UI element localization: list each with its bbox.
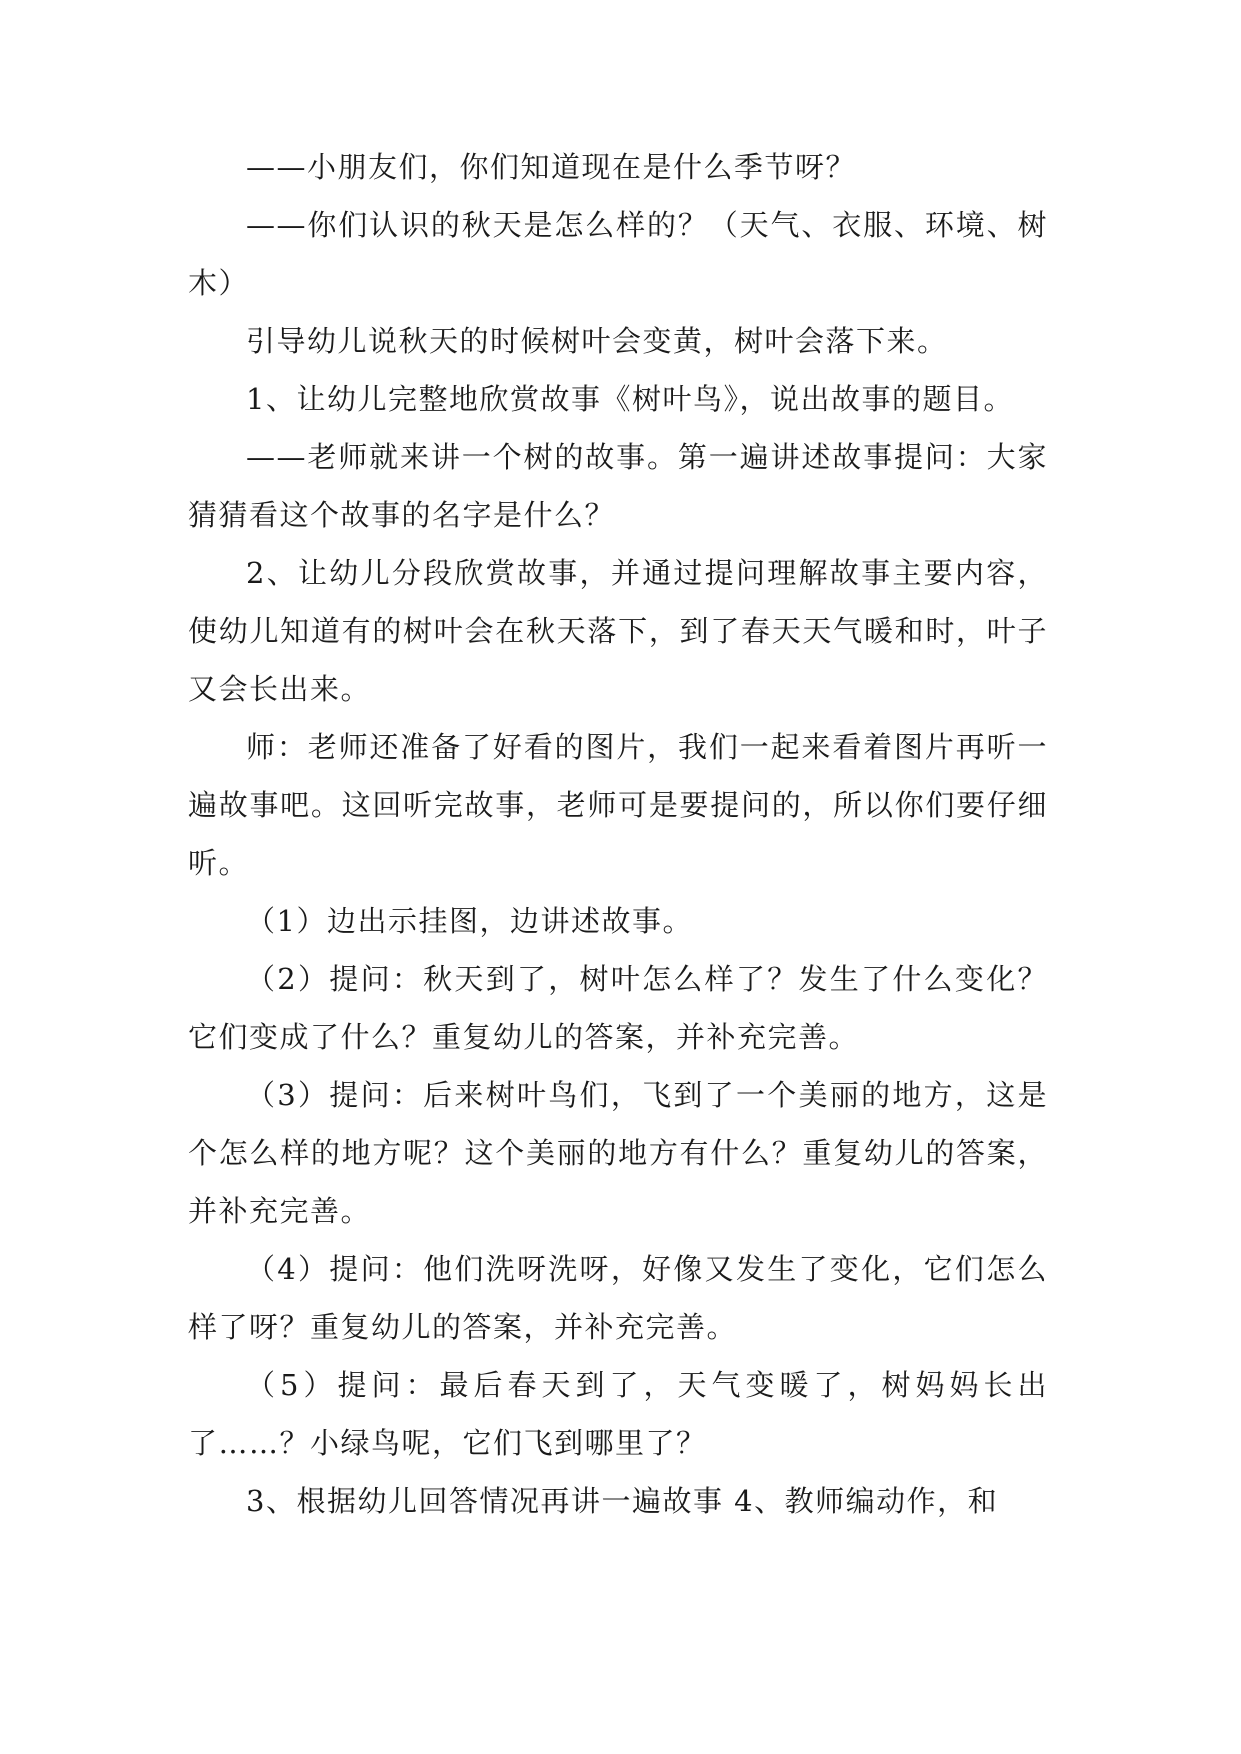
paragraph-7: 师：老师还准备了好看的图片，我们一起来看着图片再听一遍故事吧。这回听完故事，老师可是要提问的，所以你们要仔细听。 xyxy=(188,730,1048,880)
paragraph-10: （3）提问：后来树叶鸟们，飞到了一个美丽的地方，这是个怎么样的地方呢？这个美丽的地方有什么？重复幼儿的答案，并补充完善。 xyxy=(188,1078,1048,1228)
paragraph-13: 3、根据幼儿回答情况再讲一遍故事 4、教师编动作，和 xyxy=(246,1484,999,1518)
paragraph-9: （2）提问：秋天到了，树叶怎么样了？发生了什么变化？它们变成了什么？重复幼儿的答案，并补充完善。 xyxy=(188,962,1048,1054)
paragraph-1: ——小朋友们，你们知道现在是什么季节呀？ xyxy=(246,150,857,184)
paragraph-2: ——你们认识的秋天是怎么样的？（天气、衣服、环境、树木） xyxy=(188,208,1048,300)
paragraph-11: （4）提问：他们洗呀洗呀，好像又发生了变化，它们怎么样了呀？重复幼儿的答案，并补充完善。 xyxy=(188,1252,1048,1344)
paragraph-3: 引导幼儿说秋天的时候树叶会变黄，树叶会落下来。 xyxy=(246,324,948,358)
paragraph-4: 1、让幼儿完整地欣赏故事《树叶鸟》，说出故事的题目。 xyxy=(246,382,1014,416)
paragraph-8: （1）边出示挂图，边讲述故事。 xyxy=(246,904,693,938)
paragraph-6: 2、让幼儿分段欣赏故事，并通过提问理解故事主要内容，使幼儿知道有的树叶会在秋天落下，到了春天天气暖和时，叶子又会长出来。 xyxy=(188,556,1048,706)
paragraph-5: ——老师就来讲一个树的故事。第一遍讲述故事提问：大家猜猜看这个故事的名字是什么？ xyxy=(188,440,1048,532)
paragraph-12: （5）提问：最后春天到了，天气变暖了，树妈妈长出了……？小绿鸟呢，它们飞到哪里了？ xyxy=(188,1368,1048,1460)
